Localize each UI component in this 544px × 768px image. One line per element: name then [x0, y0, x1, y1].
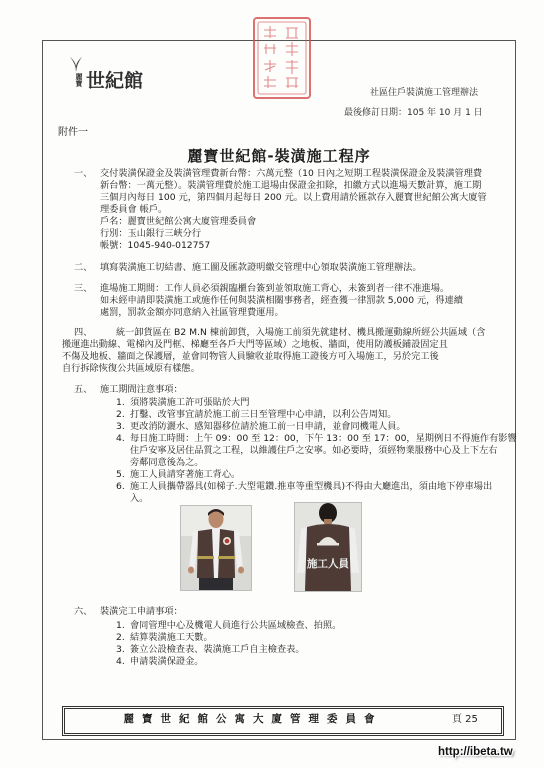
- completion-item-number: 4.: [116, 656, 125, 667]
- completion-item-text: 會同管理中心及機電人員進行公共區域檢查、拍照。: [130, 620, 342, 631]
- vest-front-photo: [180, 505, 252, 591]
- section-number: 二、: [74, 262, 93, 273]
- completion-item-text: 簽立公設檢查表、裝潢施工戶自主檢查表。: [130, 644, 305, 655]
- section-line: 如未經申請即裝潢施工或施作任何與裝潢相關事務者，經查獲一律罰款 5,000 元，得連續: [100, 295, 463, 306]
- footer-organization: 麗寶世紀館公寓大廈管理委員會: [123, 713, 383, 725]
- notice-item-text: 住戶安寧及居住品質之工程，以維護住戶之安寧。如必要時，須經物業服務中心及上下左右: [130, 445, 498, 456]
- notice-item-text: 施工人員請穿著施工背心。: [130, 469, 241, 480]
- section-heading: 裝潢完工申請事項：: [100, 606, 183, 617]
- attachment-label: 附件一: [58, 127, 88, 138]
- page-title: 麗寶世紀館-裝潢施工程序: [187, 147, 371, 165]
- section-line: 填寫裝潢施工切結書、施工圖及匯款證明繳交管理中心領取裝潢施工管理辦法。: [100, 262, 422, 273]
- vest-back-label: 施工人員: [307, 558, 349, 570]
- revision-date: 最後修訂日期：105 年 10 月 1 日: [344, 108, 483, 118]
- section-number: 六、: [74, 606, 93, 617]
- notice-item-text: 施工人員攜帶器具(如梯子.大型電鑽.推車等重型機具)不得由大廳進出，須由地下停車場出: [130, 481, 493, 492]
- notice-item-number: 1.: [116, 397, 125, 408]
- logo-sub-text: 麗寶: [75, 73, 83, 87]
- section-number: 三、: [74, 283, 93, 294]
- notice-item-text: 打鑿、改管事宜請於施工前三日至管理中心申請，以利公告周知。: [130, 409, 397, 420]
- notice-item-number: 3.: [116, 421, 125, 432]
- notice-item-text: 須將裝潢施工許可張貼於大門: [130, 397, 250, 408]
- worker-back-figure: [295, 503, 361, 591]
- page-number: 頁 25: [452, 714, 478, 725]
- logo-main-text: 世紀館: [86, 70, 144, 92]
- document-name: 社區住戶裝潢施工管理辦法: [370, 88, 479, 98]
- section-line: 三個月內每日 100 元，第四個月起每日 200 元。以上費用請於匯款存入麗寶世紀館公寓大廈管: [100, 192, 487, 203]
- section-line: 理委員會 帳戶。: [100, 204, 168, 215]
- section-line: 統一卸貨區在 B2 M.N 棟前卸貨，入場施工前須先就建材、機具搬運動線所經公共區域（含: [116, 327, 486, 338]
- completion-item-number: 1.: [116, 620, 125, 631]
- notice-item-text: 更改消防灑水、感知器移位請於施工前一日申請，並會同機電人員。: [130, 421, 406, 432]
- section-number: 五、: [74, 384, 93, 395]
- vest-back-photo: [294, 502, 362, 592]
- section-line: 新台幣：一萬元整）。裝潢管理費於施工退場由保證金扣除，扣繳方式以進場天數計算，施工期: [100, 180, 482, 191]
- notice-item-number: 6.: [116, 481, 125, 492]
- completion-item-text: 申請裝潢保證金。: [130, 656, 204, 667]
- section-number: 一、: [74, 168, 93, 179]
- notice-item-text: 每日施工時間：上午 09：00 至 12：00，下午 13：00 至 17：00，星期例日不得施作有影響: [130, 433, 517, 444]
- account-name: 戶名：麗寶世紀館公寓大廈管理委員會: [100, 216, 257, 227]
- account-bank: 行別：玉山銀行三峽分行: [100, 228, 202, 239]
- section-number: 四、: [74, 327, 93, 338]
- notice-item-text: 旁鄰同意後為之。: [130, 457, 204, 468]
- site-watermark: http://ibeta.tw: [438, 746, 513, 758]
- completion-item-number: 2.: [116, 632, 125, 643]
- worker-front-figure: [181, 506, 251, 590]
- section-line: 處罰，罰款金額亦同意納入社區管理費運用。: [100, 307, 284, 318]
- notice-item-number: 4.: [116, 433, 125, 444]
- notice-item-number: 2.: [116, 409, 125, 420]
- notice-item-number: 5.: [116, 469, 125, 480]
- logo-mark-icon: [68, 55, 84, 73]
- section-line: 自行拆除恢復公共區域原有樣態。: [62, 363, 200, 374]
- section-line: 進場施工期間：工作人員必須親臨櫃台簽到並領取施工背心，未簽到者一律不准進場。: [100, 283, 450, 294]
- notice-item-text: 入。: [130, 493, 149, 504]
- section-line: 不傷及地板、牆面之保護層，並會同物管人員驗收並取得施工證後方可入場施工，另於完工後: [62, 351, 439, 362]
- completion-item-number: 3.: [116, 644, 125, 655]
- section-line: 交付裝潢保證金及裝潢管理費新台幣：六萬元整（10 日內之短期工程裝潢保證金及裝潢管理費: [100, 168, 483, 179]
- account-number: 帳號：1045-940-012757: [100, 240, 211, 251]
- completion-item-text: 結算裝潢施工天數。: [130, 632, 213, 643]
- section-heading: 施工期間注意事項：: [100, 384, 183, 395]
- section-line: 搬運進出動線、電梯內及門框、梯廳至各戶大門等區域）之地板、牆面，使用防護板鋪設固定且: [62, 339, 448, 350]
- seal-stamp-icon: [252, 16, 312, 100]
